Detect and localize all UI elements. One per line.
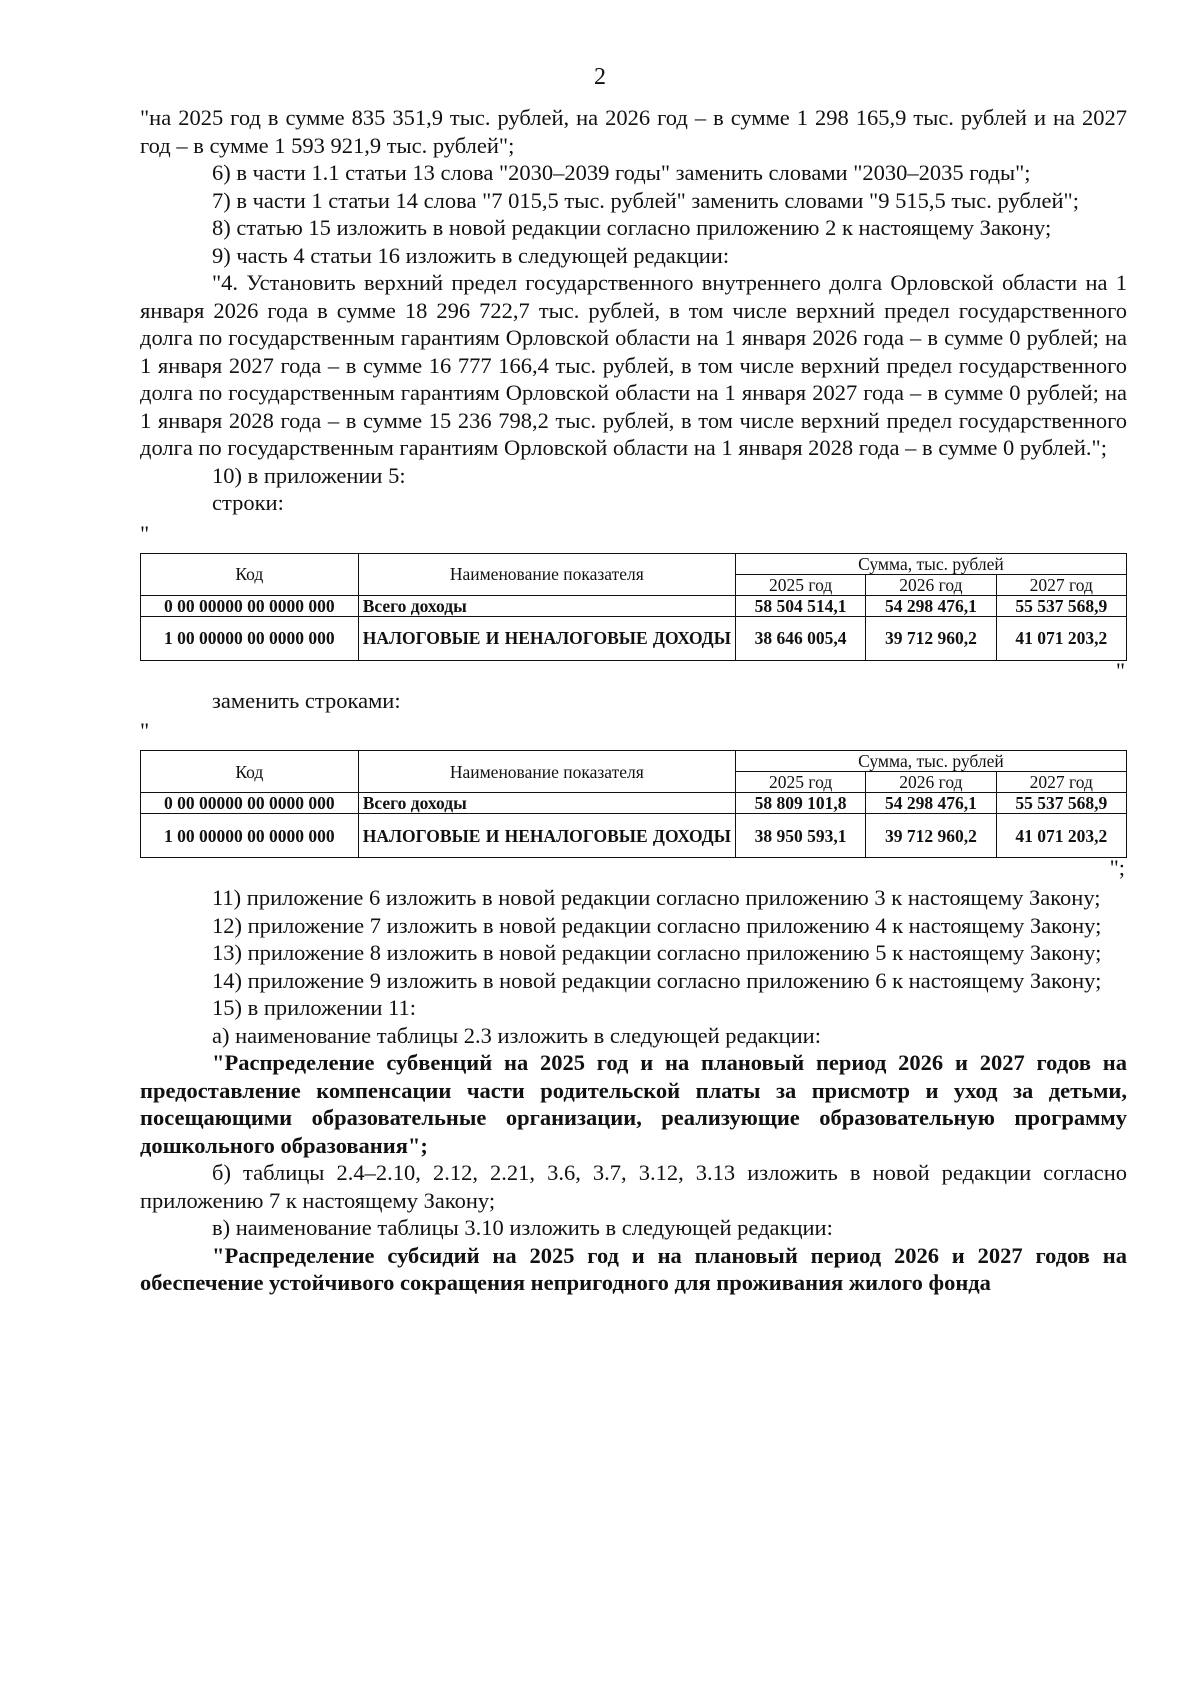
quote-mark-open: " — [140, 520, 150, 546]
paragraph-item-b: б) таблицы 2.4–2.10, 2.12, 2.21, 3.6, 3.7, 3.12, 3.13 изложить в новой редакции согласно приложению 7 к настоящему Закону; — [140, 1160, 1127, 1213]
row-name: Всего доходы — [358, 595, 735, 616]
header-year-2026: 2026 год — [866, 574, 996, 595]
paragraph-item-8: 8) статью 15 изложить в новой редакции согласно приложению 2 к настоящему Закону; — [212, 215, 1052, 240]
paragraph-item-12: 12) приложение 7 изложить в новой редакции согласно приложению 4 к настоящему Закону; — [212, 912, 1102, 938]
page-number: 2 — [594, 64, 606, 90]
row-name: НАЛОГОВЫЕ И НЕНАЛОГОВЫЕ ДОХОДЫ — [358, 814, 735, 858]
row-value-2025: 38 646 005,4 — [735, 616, 865, 660]
paragraph-item-6: 6) в части 1.1 статьи 13 слова "2030–2039 годы" заменить словами "2030–2035 годы"; — [212, 160, 1031, 185]
row-name: Всего доходы — [358, 793, 735, 814]
paragraph-item-7: 7) в части 1 статьи 14 слова "7 015,5 тыс. рублей" заменить словами "9 515,5 тыс. рублей"; — [212, 187, 1079, 213]
header-year-2027: 2027 год — [996, 772, 1126, 793]
header-year-2025: 2025 год — [735, 772, 865, 793]
paragraph-item-10: 10) в приложении 5: — [212, 462, 406, 488]
row-value-2027: 41 071 203,2 — [996, 616, 1126, 660]
header-name: Наименование показателя — [358, 553, 735, 595]
header-sum: Сумма, тыс. рублей — [735, 751, 1126, 772]
row-code: 1 00 00000 00 0000 000 — [141, 814, 359, 858]
row-name: НАЛОГОВЫЕ И НЕНАЛОГОВЫЕ ДОХОДЫ — [358, 616, 735, 660]
table-row — [141, 616, 1127, 660]
table-row — [141, 814, 1127, 858]
header-name: Наименование показателя — [358, 751, 735, 793]
table-row — [141, 793, 1127, 814]
income-table-old — [140, 553, 1127, 661]
row-value-2027: 55 537 568,9 — [996, 793, 1126, 814]
paragraph-debt-limit: "4. Установить верхний предел государственного внутреннего долга Орловской области на 1 января 2026 года в сумме 18 296 722,7 тыс. рублей, в том числе верхний предел государственного долга по государственным гарантиям Орловской области на 1 января 2026 года – в сумме 0 рублей; на 1 января 2027 года – в сумме 16 777 166,4 тыс. рублей, в том числе верхний предел государственного долга по государственным гарантиям Орловской области на 1 января 2027 года – в сумме 0 рублей; на 1 января 2028 года – в сумме 15 236 798,2 тыс. рублей, в том числе верхний предел государственного долга по государственным гарантиям Орловской области на 1 января 2028 года – в сумме 0 рублей."; — [140, 270, 1127, 460]
row-code: 0 00 00000 00 0000 000 — [141, 595, 359, 616]
row-value-2026: 54 298 476,1 — [866, 793, 996, 814]
row-value-2025: 58 504 514,1 — [735, 595, 865, 616]
row-value-2027: 41 071 203,2 — [996, 814, 1126, 858]
header-code: Код — [141, 553, 359, 595]
quote-mark-open: " — [140, 718, 150, 743]
row-value-2025: 58 809 101,8 — [735, 793, 865, 814]
paragraph-replace-label: заменить строками: — [212, 687, 401, 713]
row-code: 0 00 00000 00 0000 000 — [141, 793, 359, 814]
table-header-row — [141, 553, 1127, 574]
quote-mark-close: " — [1115, 657, 1125, 683]
row-value-2026: 39 712 960,2 — [866, 616, 996, 660]
paragraph-item-13: 13) приложение 8 изложить в новой редакции согласно приложению 5 к настоящему Закону; — [212, 940, 1102, 965]
bold-table-title-2-3: "Распределение субвенций на 2025 год и на плановый период 2026 и 2027 годов на предоставление компенсации части родительской платы за присмотр и уход за детьми, посещающими образовательные организации, реализующие образовательную программу дошкольного образования"; — [140, 1050, 1127, 1158]
row-value-2027: 55 537 568,9 — [996, 595, 1126, 616]
row-code: 1 00 00000 00 0000 000 — [141, 616, 359, 660]
row-value-2025: 38 950 593,1 — [735, 814, 865, 858]
paragraph-item-9: 9) часть 4 статьи 16 изложить в следующей редакции: — [212, 242, 730, 268]
header-year-2025: 2025 год — [735, 574, 865, 595]
header-year-2026: 2026 год — [866, 772, 996, 793]
row-value-2026: 39 712 960,2 — [866, 814, 996, 858]
table-header-row — [141, 751, 1127, 772]
paragraph-item-a: а) наименование таблицы 2.3 изложить в следующей редакции: — [212, 1022, 821, 1048]
table-row — [141, 595, 1127, 616]
income-table-new — [140, 750, 1127, 858]
bold-table-title-3-10: "Распределение субсидий на 2025 год и на плановый период 2026 и 2027 годов на обеспечение устойчивого сокращения непригодного для проживания жилого фонда — [140, 1242, 1127, 1295]
document-body — [140, 104, 1127, 1297]
paragraph-item-14: 14) приложение 9 изложить в новой редакции согласно приложению 6 к настоящему Закону; — [212, 967, 1102, 993]
paragraph-item-v: в) наименование таблицы 3.10 изложить в следующей редакции: — [212, 1215, 833, 1240]
paragraph-continuation: "на 2025 год в сумме 835 351,9 тыс. рублей, на 2026 год – в сумме 1 298 165,9 тыс. рублей и на 2027 год – в сумме 1 593 921,9 тыс. рублей"; — [140, 105, 1127, 158]
header-sum: Сумма, тыс. рублей — [735, 553, 1126, 574]
paragraph-item-11: 11) приложение 6 изложить в новой редакции согласно приложению 3 к настоящему Закону; — [212, 885, 1101, 910]
quote-mark-close: "; — [1109, 855, 1125, 880]
header-year-2027: 2027 год — [996, 574, 1126, 595]
header-code: Код — [141, 751, 359, 793]
paragraph-rows-label: строки: — [212, 490, 284, 515]
row-value-2026: 54 298 476,1 — [866, 595, 996, 616]
paragraph-item-15: 15) в приложении 11: — [212, 995, 417, 1020]
